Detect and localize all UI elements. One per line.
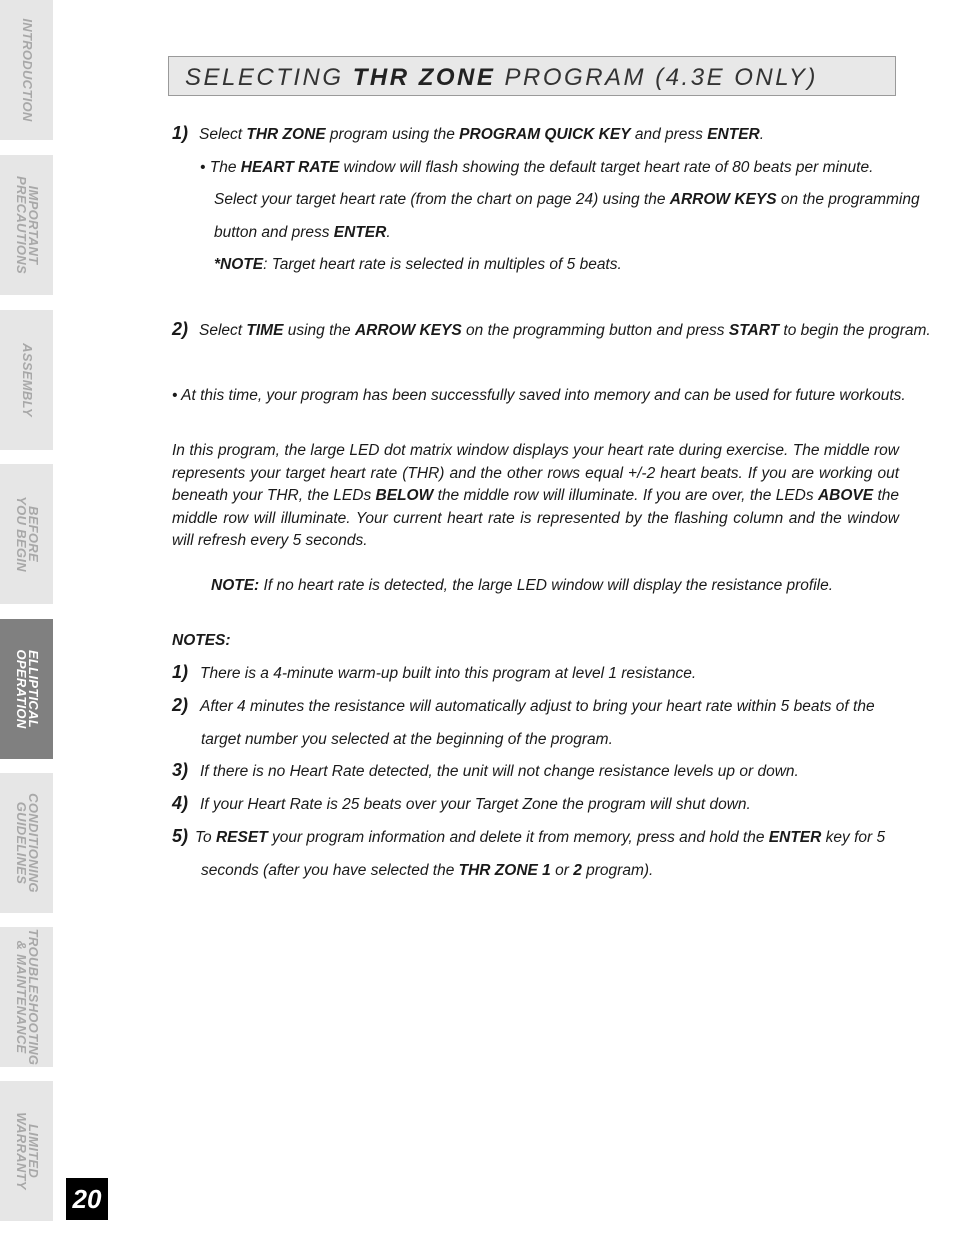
- bold-text: THR ZONE: [246, 126, 326, 143]
- step-2-number: 2): [172, 319, 189, 339]
- bold-text: PROGRAM QUICK KEY: [459, 126, 631, 143]
- text: .: [759, 126, 765, 143]
- text: and press: [630, 126, 708, 143]
- note-multiples: [214, 256, 622, 274]
- tab-elliptical-operation[interactable]: [0, 619, 53, 759]
- bullet-select-target: [214, 191, 920, 209]
- notes-heading: [172, 632, 231, 650]
- bold-text: 2: [573, 862, 582, 879]
- description-paragraph: [172, 440, 899, 553]
- bold-text: START: [728, 322, 780, 339]
- text: or: [550, 862, 574, 879]
- bold-text: NOTE:: [211, 577, 260, 594]
- text: the middle row will illuminate. Your current heart rate is represented by the flashing column and the window will refresh every 5 seconds.: [172, 487, 899, 550]
- tab-introduction[interactable]: [0, 0, 53, 140]
- text: : Target heart rate is selected in multiples of 5 beats.: [263, 256, 622, 273]
- note-4-text: If your Heart Rate is 25 beats over your Target Zone the program will shut down.: [200, 796, 751, 813]
- note-5-text: [195, 829, 885, 847]
- text: .: [386, 224, 391, 241]
- text: your program information and delete it from memory, press and hold the: [267, 829, 769, 846]
- tab-before-you-begin[interactable]: [0, 464, 53, 604]
- tab-label: ASSEMBLY: [19, 343, 35, 417]
- bold-text: ARROW KEYS: [669, 191, 777, 208]
- bold-text: ENTER: [333, 224, 387, 241]
- text: Select: [199, 126, 247, 143]
- page-title: [185, 64, 818, 92]
- note-no-heart-rate: [211, 577, 833, 595]
- note-2-text: After 4 minutes the resistance will automatically adjust to bring your heart rate within 5 beats of the: [200, 698, 875, 715]
- bold-text: *NOTE: [214, 256, 264, 273]
- note-5-number: 5): [172, 826, 189, 846]
- note-3-number: 3): [172, 760, 189, 780]
- note-4-number: 4): [172, 793, 189, 813]
- bold-text: ABOVE: [817, 487, 874, 505]
- tab-label: ELLIPTICAL OPERATION: [13, 649, 41, 729]
- text: seconds (after you have selected the: [201, 862, 459, 879]
- text: button and press: [214, 224, 334, 241]
- bullet-press-enter: [214, 224, 391, 242]
- saved-bullet: • At this time, your program has been successfully saved into memory and can be used for future workouts.: [172, 387, 906, 404]
- bold-text: ARROW KEYS: [354, 322, 462, 339]
- tab-conditioning-guidelines[interactable]: [0, 773, 53, 913]
- text: on the programming button and press: [461, 322, 729, 339]
- text: In this program, the large LED dot matrix window displays your heart rate during exercise. The middle row represents your target heart rate (THR) and the other rows equal +/-2 heart beats. If you are working out beneath your THR, the LEDs: [172, 442, 899, 505]
- bold-text: BELOW: [375, 487, 434, 505]
- text: the middle row will illuminate. If you are over, the LEDs: [433, 487, 818, 505]
- text: • The: [200, 159, 241, 176]
- text: using the: [283, 322, 355, 339]
- step-1-number: 1): [172, 123, 189, 143]
- tab-label: INTRODUCTION: [19, 18, 35, 122]
- sidebar-tabs: [0, 0, 53, 1235]
- tab-assembly[interactable]: [0, 310, 53, 450]
- text: window will flash showing the default target heart rate of 80 beats per minute.: [339, 159, 874, 176]
- text: program using the: [325, 126, 460, 143]
- text: Select your target heart rate (from the chart on page 24) using the: [214, 191, 670, 208]
- step-2-text: [199, 322, 931, 340]
- bold-text: HEART RATE: [240, 159, 340, 176]
- note-3-text: If there is no Heart Rate detected, the unit will not change resistance levels up or down.: [200, 763, 799, 780]
- tab-label: LIMITED WARRANTY: [13, 1112, 41, 1190]
- note-2-text-cont: target number you selected at the beginning of the program.: [201, 731, 613, 748]
- section-title-box: [168, 56, 896, 96]
- tab-troubleshooting-maintenance[interactable]: [0, 927, 53, 1067]
- note-1-number: 1): [172, 662, 189, 682]
- page-number: 20: [66, 1178, 108, 1220]
- text: To: [195, 829, 216, 846]
- text: to begin the program.: [779, 322, 931, 339]
- bold-text: NOTES:: [172, 632, 231, 649]
- bullet-heart-rate: [200, 159, 873, 177]
- step-1-text: [199, 126, 764, 144]
- tab-label: TROUBLESHOOTING & MAINTENANCE: [13, 928, 41, 1066]
- title-bold: THR ZONE: [352, 64, 496, 91]
- tab-important-precautions[interactable]: [0, 155, 53, 295]
- bold-text: TIME: [246, 322, 284, 339]
- text: key for 5: [821, 829, 886, 846]
- bold-text: RESET: [215, 829, 268, 846]
- tab-label: CONDITIONING GUIDELINES: [13, 793, 41, 893]
- bold-text: THR ZONE 1: [458, 862, 551, 879]
- tab-label: IMPORTANT PRECAUTIONS: [13, 176, 41, 274]
- title-post: PROGRAM (4.3E ONLY): [495, 64, 818, 91]
- bold-text: ENTER: [707, 126, 760, 143]
- text: on the programming: [776, 191, 920, 208]
- title-pre: SELECTING: [185, 64, 353, 91]
- text: Select: [199, 322, 247, 339]
- note-2-number: 2): [172, 695, 189, 715]
- text: program).: [581, 862, 654, 879]
- note-5-text-cont: [201, 862, 653, 880]
- bold-text: ENTER: [768, 829, 822, 846]
- tab-label: BEFORE YOU BEGIN: [13, 496, 41, 572]
- tab-limited-warranty[interactable]: [0, 1081, 53, 1221]
- note-1-text: There is a 4-minute warm-up built into this program at level 1 resistance.: [200, 665, 697, 682]
- text: If no heart rate is detected, the large LED window will display the resistance profile.: [259, 577, 834, 594]
